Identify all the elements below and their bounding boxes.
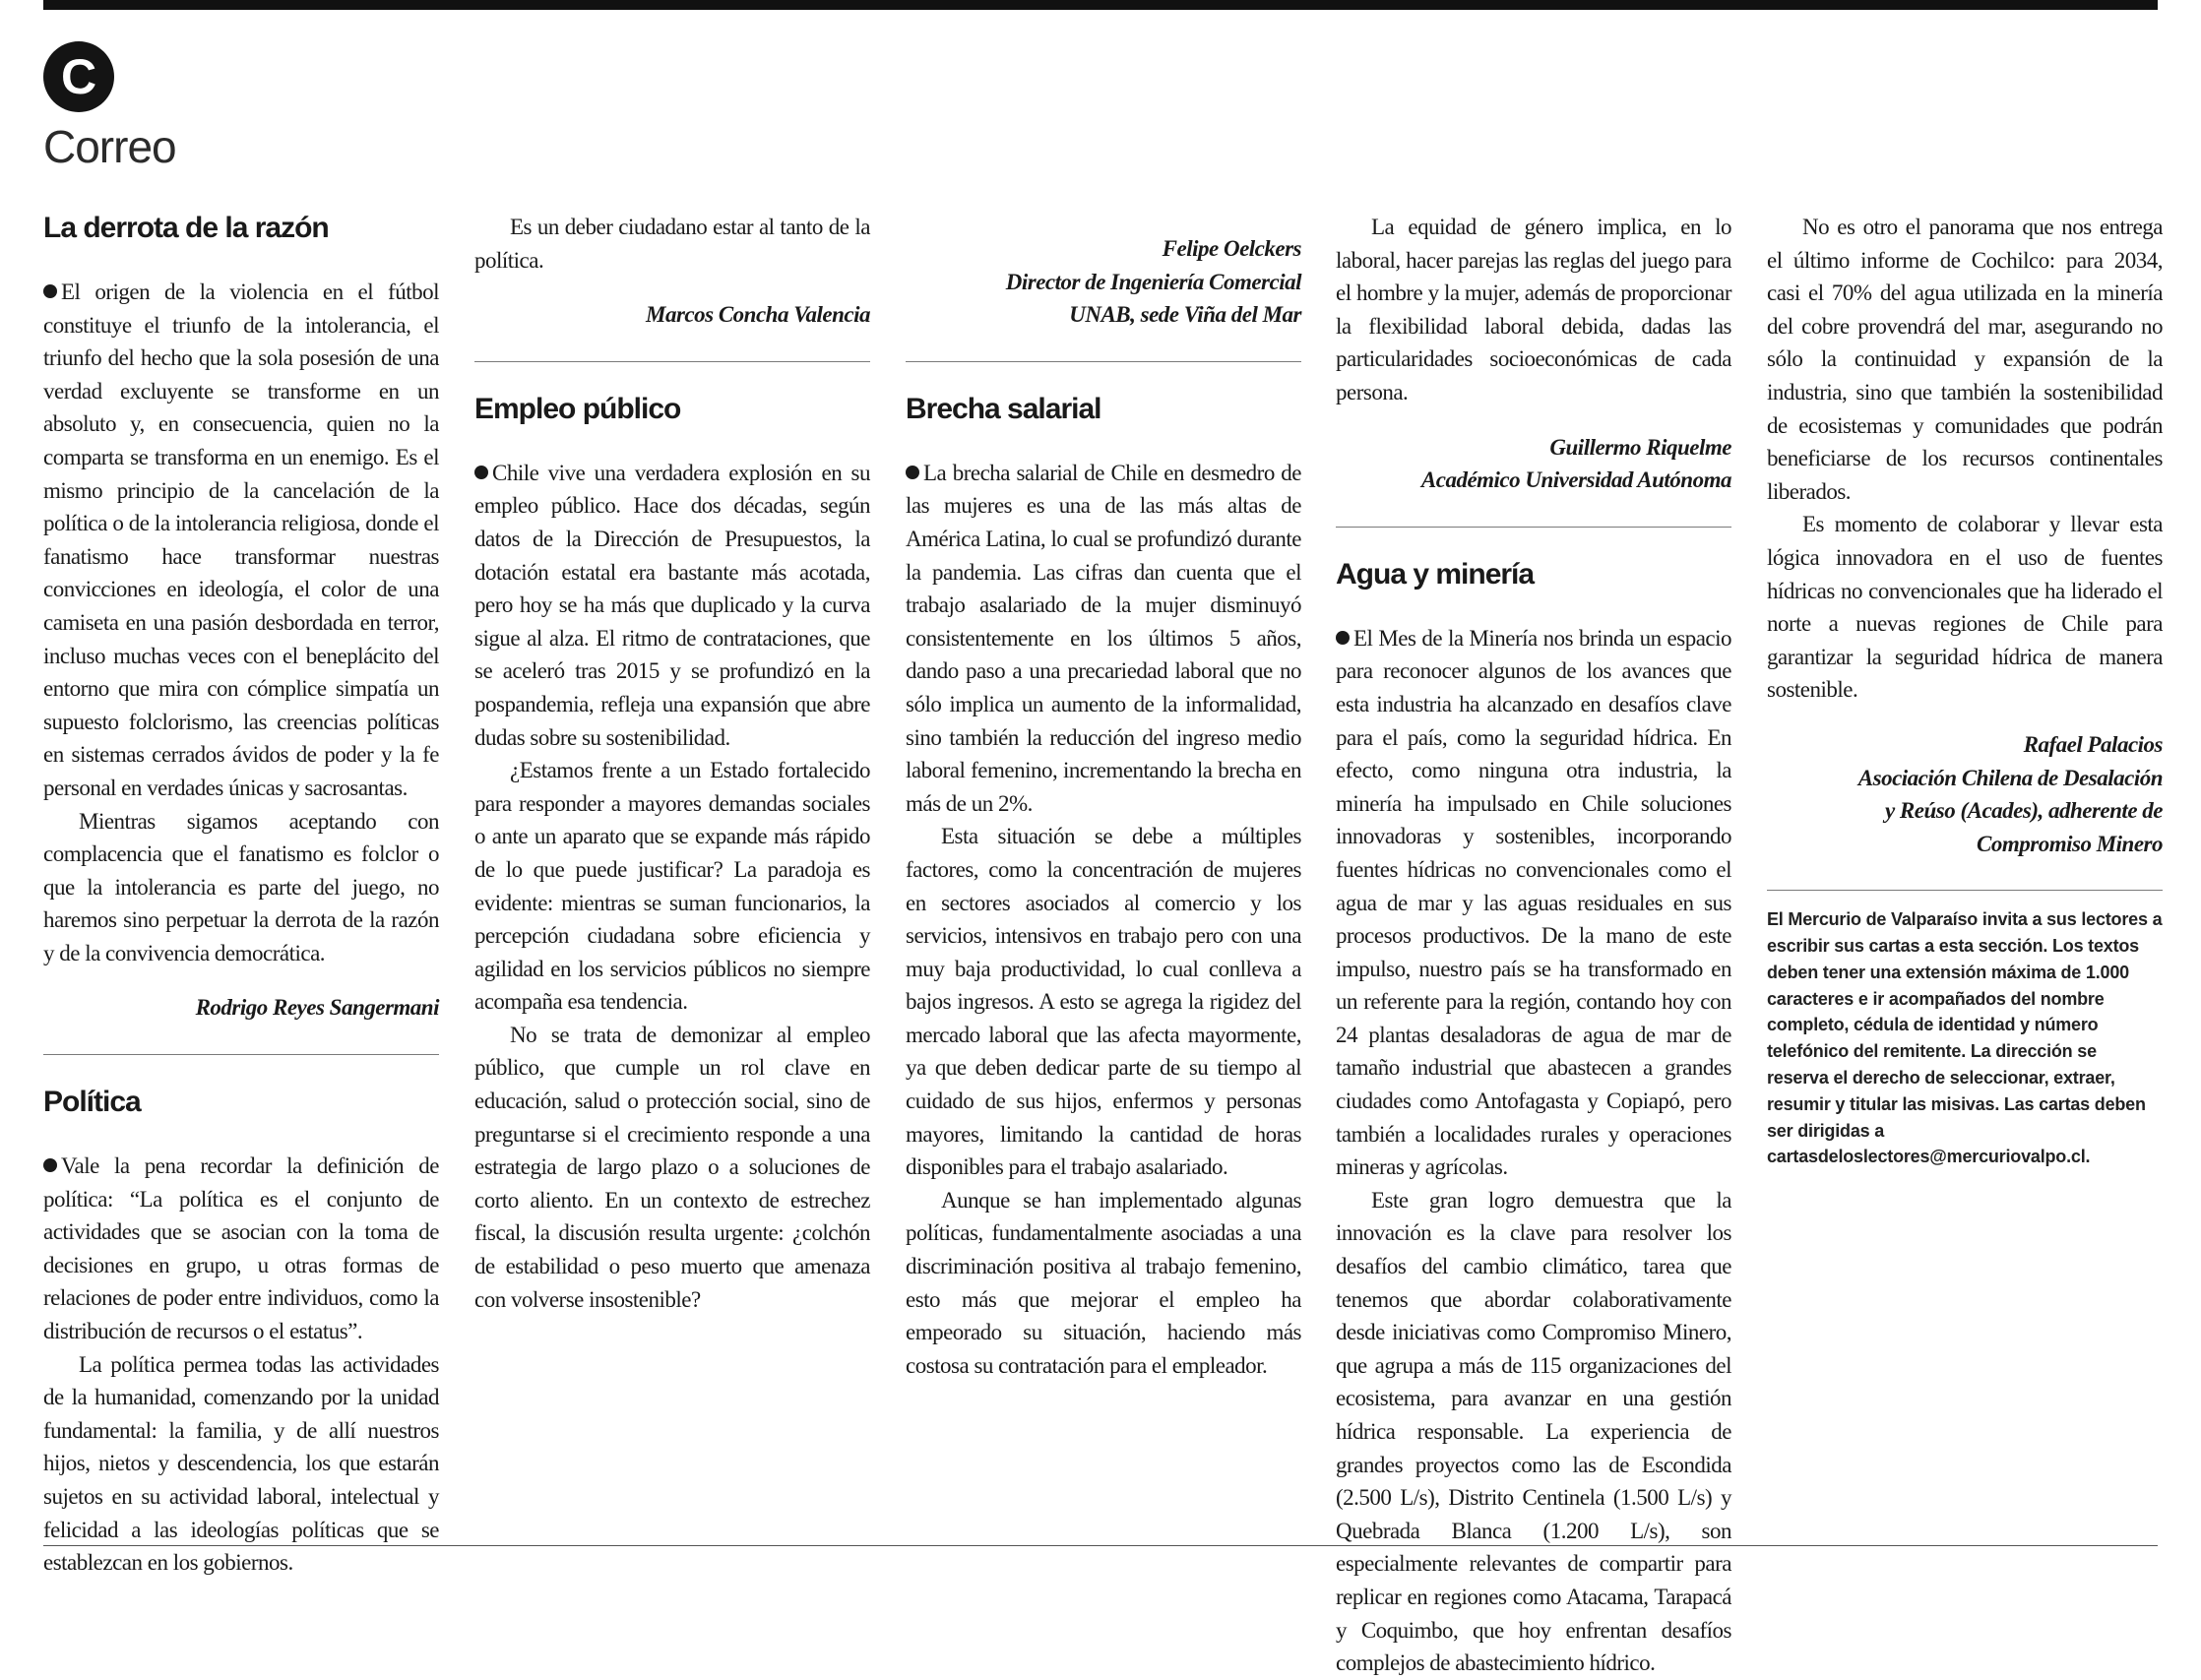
letter-signature: Marcos Concha Valencia [646, 302, 870, 328]
bullet-icon [43, 284, 57, 298]
letter-body: Vale la pena recordar la definición de política: “La política es el conjunto de actividades que se asocian con la toma de decisiones en grupo, u otras formas de relaciones de poder entre individuos, como la distribución de recursos o el estatus”. [43, 1153, 439, 1344]
letter-body: Es momento de colaborar y llevar esta lógica innovadora en el uso de fuentes hídricas no convencionales que ha liderado el norte a nuevas regiones de Chile para garantizar la seguridad hídrica de manera sostenible. [1767, 512, 2163, 703]
letter-body: La política permea todas las actividades de la humanidad, comenzando por la unidad fundamental: la familia, y de allí nuestros hijos, nietos y descendencia, los que estarán sujetos en su actividad laboral, intelectual y felicidad a las ideologías políticas que se establezcan en los gobiernos. [43, 1351, 439, 1576]
bullet-icon [43, 1158, 57, 1172]
section-title: Correo [43, 121, 176, 172]
letter-body: Mientras sigamos aceptando con complacencia que el fanatismo es folclor o que la intolerancia es parte del juego, no haremos sino perpetuar la derrota de la razón y de la convivencia democrática. [43, 808, 439, 965]
column-2 [474, 211, 870, 1539]
bullet-icon [474, 466, 488, 479]
bullet-icon [906, 466, 919, 479]
letter-title-empleo: Empleo público [474, 392, 681, 425]
letter-signature: Guillermo Riquelme Académico Universidad Autónoma [1420, 434, 1731, 493]
letter-signature: Rodrigo Reyes Sangermani [195, 995, 439, 1021]
bottom-rule [43, 1545, 2158, 1546]
letter-body: Es un deber ciudadano estar al tanto de la política. [474, 215, 870, 273]
letter-body: La equidad de género implica, en lo laboral, hacer parejas las reglas del juego para el hombre y la mujer, además de proporcionar la flexibilidad laboral debida, dadas las particularidades socioeconómicas de cada persona. [1336, 215, 1731, 404]
section-badge: C [43, 41, 114, 112]
letter-body: No es otro el panorama que nos entrega el último informe de Cochilco: para 2034, casi el 70% del agua utilizada en la minería del cobre provendrá del mar, asegurando no sólo la continuidad y expansión de la industria, sino que también la sostenibilidad de ecosistemas y comunidades que podrán beneficiarse de los recursos continentales liberados. [1767, 215, 2163, 504]
letter-body: Chile vive una verdadera explosión en su empleo público. Hace dos décadas, según datos de la Dirección de Presupuestos, la dotación estatal era bastante más acotada, pero hoy se ha más que duplicado y la curva sigue al alza. El ritmo de contrataciones, que se aceleró tras 2015 y se profundizó en la pospandemia, refleja una expansión que abre dudas sobre su sostenibilidad. [474, 460, 870, 750]
top-rule [43, 0, 2158, 10]
divider [43, 1054, 439, 1055]
letter-body: Aunque se han implementado algunas políticas, fundamentalmente asociadas a una discriminación positiva al trabajo femenino, esto más que mejorar el empleo ha empeorado su situación, haciendo más costosa su contratación para el empleador. [906, 1187, 1301, 1378]
letter-title-brecha: Brecha salarial [906, 392, 1101, 425]
letter-body: Este gran logro demuestra que la innovación es la clave para resolver los desafíos del cambio climático, tarea que tenemos que abordar colaborativamente desde iniciativas como Compromiso Minero, que agrupa a más de 115 organizaciones del ecosistema, para avanzar en una gestión hídrica responsable. La experiencia de grandes proyectos como las de Escondida (2.500 L/s), Distrito Centinela (1.500 L/s) y Quebrada Blanca (1.200 L/s), son especialmente relevantes de compartir para replicar en regiones como Atacama, Tarapacá y Coquimbo, que hoy enfrentan desafíos complejos de abastecimiento hídrico. [1336, 1187, 1731, 1676]
divider [474, 361, 870, 362]
letter-title-agua: Agua y minería [1336, 557, 1535, 591]
letter-signature: Felipe Oelckers Director de Ingeniería Comercial UNAB, sede Viña del Mar [1005, 236, 1301, 328]
letter-body: La brecha salarial de Chile en desmedro de las mujeres es una de las más altas de América Latina, lo cual se profundizó durante la pandemia. Las cifras dan cuenta que el trabajo asalariado de la mujer disminuyó consistentemente en los últimos 5 años, dando paso a una precariedad laboral que no sólo implica un aumento de la informalidad, sino también la reducción del ingreso medio laboral femenino, incrementando la brecha en más de un 2%. [906, 460, 1301, 816]
column-3 [906, 211, 1301, 1539]
letter-body: El Mes de la Minería nos brinda un espacio para reconocer algunos de los avances que esta industria ha alcanzado en desafíos clave para el país, como la seguridad hídrica. En efecto, como ninguna otra industria, la minería ha impulsado en Chile soluciones innovadoras y sostenibles, incorporando fuentes hídricas no convencionales como el agua de mar y las aguas residuales en sus procesos productivos. De la mano de este impulso, nuestro país se ha transformado en un referente para la región, contando hoy con 24 plantas desaladoras de agua de mar de tamaño industrial que abastecen a grandes ciudades como Antofagasta y Copiapó, pero también a localidades rurales y operaciones mineras y agrícolas. [1336, 625, 1731, 1180]
letter-body: El origen de la violencia en el fútbol constituye el triunfo de la intolerancia, el triunfo del hecho que la sola posesión de una verdad excluyente se transforme en un absoluto y, en consecuencia, quien no la comparta se transforma en un enemigo. Es el mismo principio de la cancelación de la política o de la intolerancia religiosa, donde el fanatismo hace transformar nuestras convicciones en ideología, el color de una camiseta en una pasión desbordada en terror, incluso muchas veces con el beneplácito del entorno que mira con cómplice simpatía un supuesto folclorismo, las creencias políticas en sistemas cerrados ávidos de poder y la fe personal en verdades únicas y sacrosantas. [43, 280, 439, 800]
column-1 [43, 211, 439, 1576]
column-4 [1336, 211, 1731, 1676]
bullet-icon [1336, 631, 1350, 645]
submission-notice: El Mercurio de Valparaíso invita a sus lectores a escribir sus cartas a esta sección. Los textos deben tener una extensión máxima de 1.000 caracteres e ir acompañados del nombre completo, cédula de identidad y número telefónico del remitente. La dirección se reserva el derecho de seleccionar, extraer, resumir y titular las misivas. Las cartas deben ser dirigidas a cartasdeloslectores@mercuriovalpo.cl. [1767, 890, 2163, 1170]
letter-signature: Rafael Palacios Asociación Chilena de Desalación y Reúso (Acades), adherente de Compromiso Minero [1857, 731, 2163, 856]
divider [906, 361, 1301, 362]
letter-body: ¿Estamos frente a un Estado fortalecido para responder a mayores demandas sociales o ante un aparato que se expande más rápido de lo que puede justificar? La paradoja es evidente: mientras se suman funcionarios, la percepción ciudadana sobre eficiencia y agilidad en los servicios públicos no siempre acompaña esa tendencia. [474, 758, 870, 1015]
letter-title-politica: Política [43, 1086, 141, 1119]
letter-body: No se trata de demonizar al empleo público, que cumple un rol clave en educación, salud o protección social, sino de preguntarse si el crecimiento responde a una estrategia de largo plazo o a soluciones de corto aliento. En un contexto de estrechez fiscal, la discusión resulta urgente: ¿colchón de estabilidad o peso muerto que amenaza con volverse insostenible? [474, 1022, 870, 1312]
letter-title-razon: La derrota de la razón [43, 212, 329, 244]
divider [1336, 527, 1731, 528]
letter-body: Esta situación se debe a múltiples factores, como la concentración de mujeres en sectores asociados al comercio y los servicios, intensivos en trabajo pero con una muy baja productividad, lo cual conlleva a bajos ingresos. A esto se agrega la rigidez del mercado laboral que las afecta mayormente, ya que deben dedicar parte de su tiempo al cuidado de sus hijos, enfermos y personas mayores, limitando la cantidad de horas disponibles para el trabajo asalariado. [906, 824, 1301, 1180]
column-5 [1767, 211, 2163, 1539]
